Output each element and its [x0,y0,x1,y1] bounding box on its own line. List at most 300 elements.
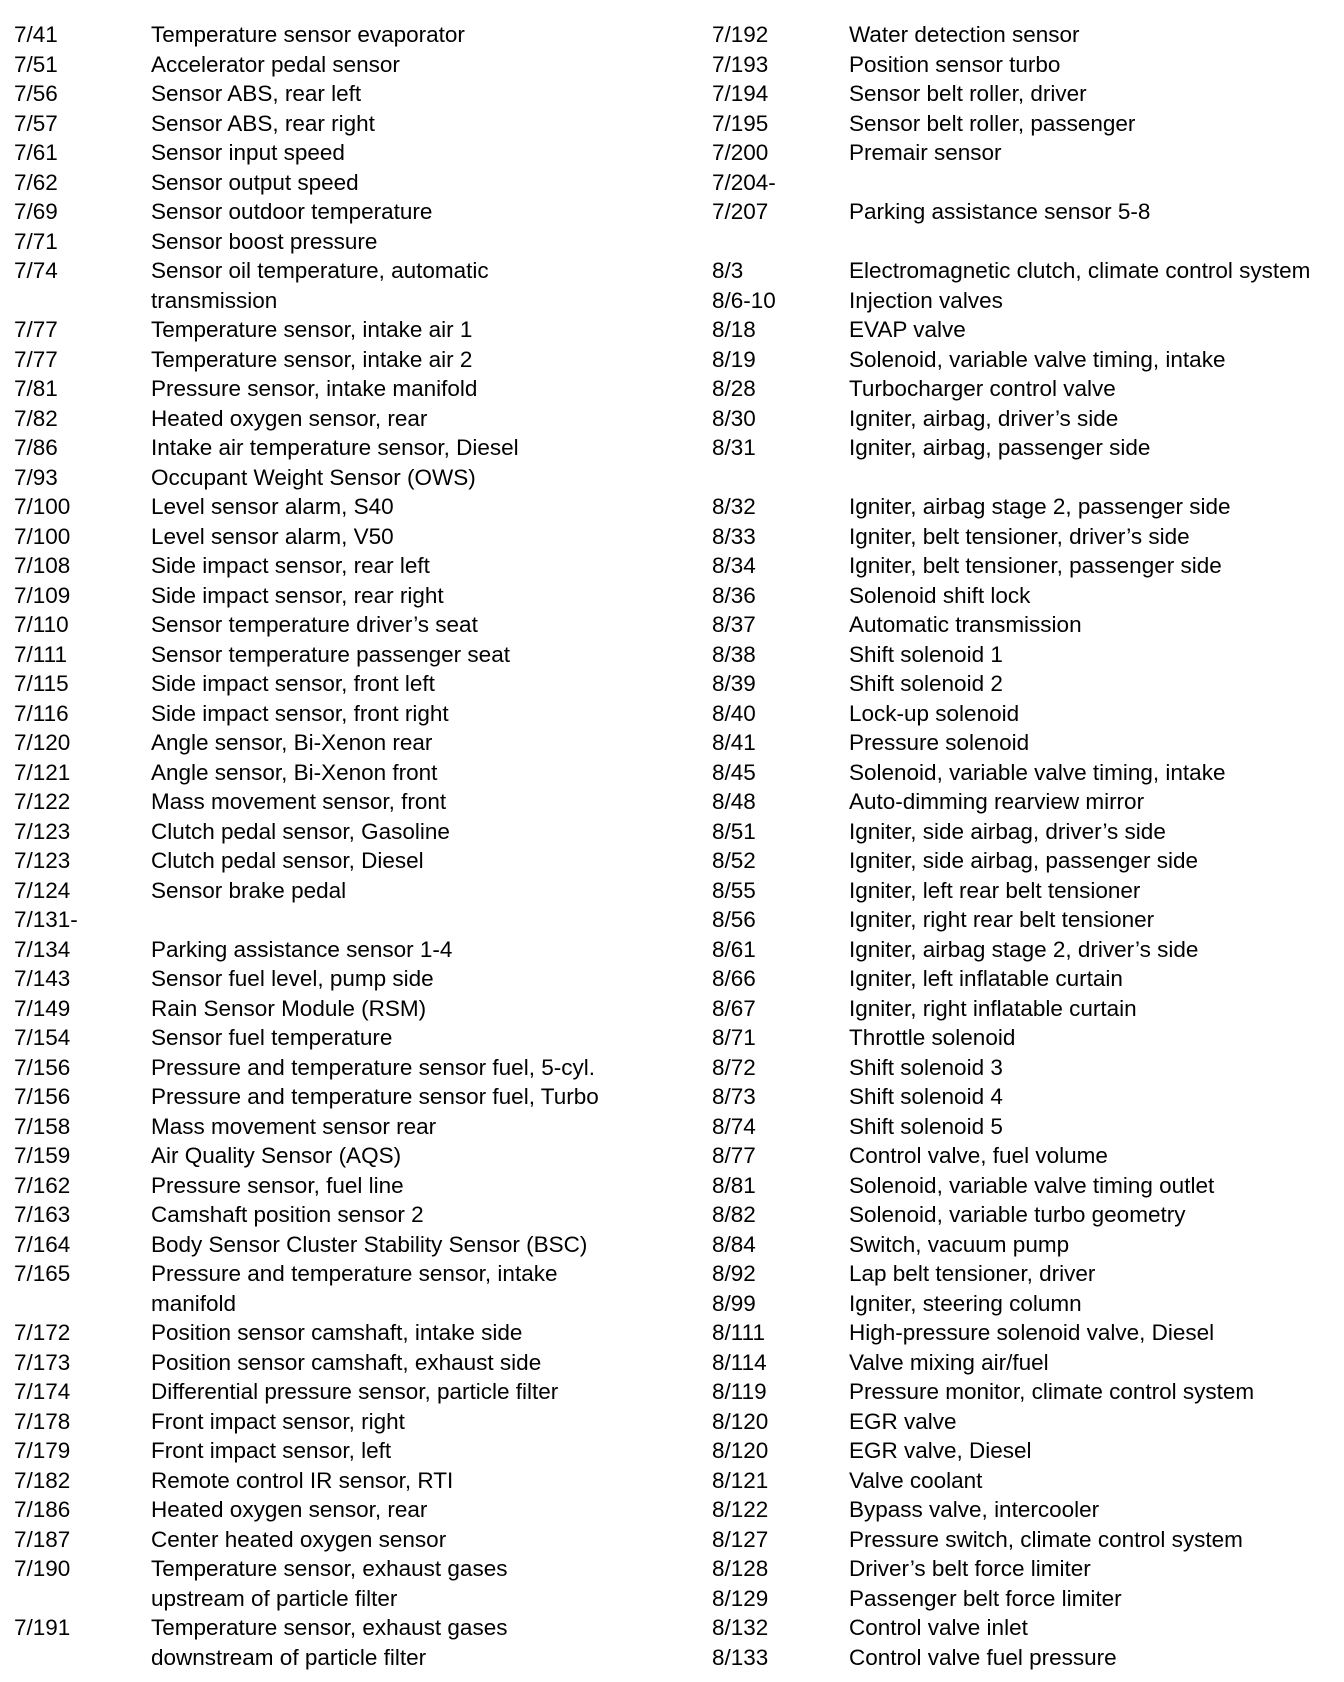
component-row [14,551,704,581]
component-description: Angle sensor, Bi-Xenon rear [151,730,433,755]
component-code: 8/41 [712,730,756,755]
component-code: 8/72 [712,1054,756,1080]
component-code: 8/99 [712,1290,756,1316]
component-code: 7/164 [14,1231,71,1257]
component-description: transmission [151,287,278,313]
component-row [712,463,1337,493]
component-row [712,20,1337,50]
component-code: 7/100 [14,523,71,549]
component-code: 7/156 [14,1054,71,1080]
component-description: Heated oxygen sensor, rear [151,1497,428,1522]
component-code [712,463,849,493]
component-description: High-pressure solenoid valve, Diesel [849,1320,1215,1345]
component-row [712,1259,1337,1289]
component-description: Solenoid, variable valve timing, intake [849,759,1226,785]
component-row [14,492,704,522]
component-description: Igniter, side airbag, passenger side [849,848,1198,873]
component-code: 8/38 [712,641,756,667]
component-description [849,227,1337,257]
component-code: 7/173 [14,1349,71,1375]
component-row [14,935,704,965]
component-row [712,1230,1337,1260]
component-description: Side impact sensor, front right [151,700,449,726]
component-description: Control valve fuel pressure [849,1644,1117,1670]
component-row [712,433,1337,463]
component-row [14,1171,704,1201]
component-code: 7/100 [14,494,71,519]
component-row [14,227,704,257]
component-row [14,1613,704,1643]
component-code: 7/186 [14,1497,71,1522]
component-row [712,1377,1337,1407]
component-code: 7/179 [14,1438,71,1463]
component-description: Pressure sensor, fuel line [151,1172,404,1198]
component-row [14,1318,704,1348]
component-code: 8/19 [712,346,756,372]
component-description: Automatic transmission [849,612,1082,637]
component-row [14,846,704,876]
component-row [712,1643,1337,1673]
component-description: Temperature sensor, exhaust gases [151,1615,508,1640]
component-code: 7/143 [14,966,71,991]
component-row [712,669,1337,699]
component-description: Solenoid, variable valve timing outlet [849,1172,1215,1198]
component-description: Solenoid, variable valve timing, intake [849,346,1226,372]
component-code: 7/165 [14,1261,71,1286]
component-description: Accelerator pedal sensor [151,51,400,77]
component-code: 7/191 [14,1615,71,1640]
component-code: 8/73 [712,1084,756,1109]
component-row [712,138,1337,168]
component-row [712,817,1337,847]
component-code: 8/114 [712,1349,767,1375]
component-row [14,610,704,640]
component-description: Clutch pedal sensor, Gasoline [151,818,450,844]
component-row [14,286,704,316]
component-code: 7/81 [14,376,58,401]
component-row [14,1348,704,1378]
component-row [712,1554,1337,1584]
component-description: Premair sensor [849,140,1002,165]
component-row [712,964,1337,994]
component-description: Igniter, left inflatable curtain [849,966,1123,991]
component-description: Passenger belt force limiter [849,1585,1122,1611]
component-row [14,1023,704,1053]
component-code: 8/31 [712,435,756,460]
component-code: 8/82 [712,1202,756,1227]
component-code: 7/131- [14,907,78,932]
component-description: Pressure switch, climate control system [849,1526,1243,1552]
component-code: 7/204- [712,169,776,195]
component-description: Temperature sensor, intake air 2 [151,346,473,372]
component-description: Differential pressure sensor, particle filter [151,1379,559,1404]
component-row [14,1141,704,1171]
component-code: 8/120 [712,1438,769,1463]
component-code: 7/56 [14,81,58,106]
component-row [712,1348,1337,1378]
component-description: Front impact sensor, left [151,1438,392,1463]
component-code: 8/3 [712,258,744,283]
component-description: Igniter, left rear belt tensioner [849,877,1141,903]
component-description: EVAP valve [849,317,966,342]
component-row [712,1318,1337,1348]
component-code: 8/52 [712,848,756,873]
component-row [712,1584,1337,1614]
component-description: Driver’s belt force limiter [849,1556,1091,1581]
component-row [712,256,1337,286]
component-row [14,197,704,227]
component-description: Sensor oil temperature, automatic [151,258,489,283]
component-description: Control valve, fuel volume [849,1143,1108,1168]
component-description: Igniter, airbag, driver’s side [849,405,1119,431]
component-row [14,522,704,552]
component-description: Parking assistance sensor 1-4 [151,936,453,962]
component-code: 8/66 [712,966,756,991]
component-code: 7/71 [14,228,58,254]
component-code [14,286,151,316]
component-description: Shift solenoid 2 [849,671,1003,696]
component-code: 7/162 [14,1172,71,1198]
component-code: 7/77 [14,346,58,372]
component-row [712,1436,1337,1466]
component-row [712,610,1337,640]
component-code: 7/61 [14,140,58,165]
component-description: Igniter, right inflatable curtain [849,995,1137,1021]
component-description: Sensor fuel temperature [151,1025,393,1050]
component-code: 7/116 [14,700,69,726]
component-row [712,227,1337,257]
component-row [14,905,704,935]
component-description: Pressure monitor, climate control system [849,1379,1255,1404]
component-description: Angle sensor, Bi-Xenon front [151,759,438,785]
component-code: 8/51 [712,818,756,844]
component-description: Sensor input speed [151,140,345,165]
component-code [14,1643,151,1673]
component-description: Injection valves [849,287,1003,313]
component-code: 7/82 [14,405,58,431]
component-row [14,964,704,994]
component-code: 7/163 [14,1202,71,1227]
component-code: 8/119 [712,1379,767,1404]
component-row [712,315,1337,345]
component-code: 7/159 [14,1143,71,1168]
component-description: Occupant Weight Sensor (OWS) [151,464,476,490]
component-description: Lap belt tensioner, driver [849,1261,1096,1286]
component-code: 8/71 [712,1025,756,1050]
component-description: Auto-dimming rearview mirror [849,789,1145,814]
component-description: Sensor output speed [151,169,359,195]
component-row [14,1200,704,1230]
component-description: manifold [151,1290,237,1316]
component-code: 7/123 [14,818,71,844]
component-row [14,404,704,434]
component-row [712,345,1337,375]
component-code: 7/108 [14,553,71,578]
component-row [712,1525,1337,1555]
component-code: 8/48 [712,789,756,814]
component-code [14,1584,151,1614]
component-code: 7/121 [14,759,71,785]
component-row [712,994,1337,1024]
component-row [712,1112,1337,1142]
component-row [14,1466,704,1496]
component-description: Igniter, belt tensioner, driver’s side [849,523,1190,549]
component-row [14,640,704,670]
component-row [712,1613,1337,1643]
component-description: Sensor boost pressure [151,228,378,254]
component-description: Shift solenoid 5 [849,1113,1003,1139]
component-code: 8/34 [712,553,756,578]
component-description: Front impact sensor, right [151,1408,405,1434]
component-row [14,581,704,611]
component-row [14,728,704,758]
component-row [712,876,1337,906]
component-description: Lock-up solenoid [849,700,1020,726]
component-description: Bypass valve, intercooler [849,1497,1100,1522]
component-code: 7/200 [712,140,769,165]
component-code: 8/92 [712,1261,756,1286]
component-row [14,1259,704,1289]
component-row [712,1141,1337,1171]
component-code: 8/32 [712,494,756,519]
component-code: 7/195 [712,110,769,136]
component-row [712,522,1337,552]
component-row [712,109,1337,139]
component-description: Shift solenoid 4 [849,1084,1003,1109]
component-row [712,286,1337,316]
component-row [712,935,1337,965]
component-code: 8/33 [712,523,756,549]
component-code: 7/109 [14,582,71,608]
component-row [14,669,704,699]
component-code: 8/28 [712,376,756,401]
component-row [14,817,704,847]
component-code: 7/111 [14,641,67,667]
component-row [14,79,704,109]
component-row [712,197,1337,227]
component-code: 7/115 [14,671,69,696]
component-row [712,1407,1337,1437]
component-row [712,846,1337,876]
component-code: 8/67 [712,995,756,1021]
component-row [14,699,704,729]
component-description: Sensor ABS, rear right [151,110,375,136]
component-description: upstream of particle filter [151,1585,398,1611]
component-code: 7/190 [14,1556,71,1581]
component-code: 8/61 [712,936,756,962]
component-code: 7/86 [14,435,58,460]
component-description: Position sensor turbo [849,51,1061,77]
component-row [712,728,1337,758]
component-row [712,1023,1337,1053]
component-row [712,905,1337,935]
component-description: Shift solenoid 1 [849,641,1003,667]
component-row [14,1112,704,1142]
component-description: Pressure and temperature sensor, intake [151,1261,558,1286]
component-description: downstream of particle filter [151,1644,427,1670]
component-code: 8/128 [712,1556,769,1581]
component-code: 7/93 [14,464,58,490]
component-row [14,787,704,817]
component-description: Throttle solenoid [849,1025,1016,1050]
component-row [14,345,704,375]
component-row [14,1053,704,1083]
component-description: Igniter, airbag stage 2, driver’s side [849,936,1199,962]
component-description: EGR valve, Diesel [849,1438,1032,1463]
component-row [14,1584,704,1614]
component-code: 7/178 [14,1408,71,1434]
component-row [712,374,1337,404]
component-row [14,20,704,50]
component-description: Igniter, belt tensioner, passenger side [849,553,1222,578]
component-description: Camshaft position sensor 2 [151,1202,424,1227]
component-description: Control valve inlet [849,1615,1028,1640]
component-row [712,492,1337,522]
component-code: 7/192 [712,22,769,47]
component-description: Temperature sensor, exhaust gases [151,1556,508,1581]
component-code: 8/77 [712,1143,756,1168]
component-code: 7/207 [712,199,769,224]
component-description: Heated oxygen sensor, rear [151,405,428,431]
component-description: Air Quality Sensor (AQS) [151,1143,402,1168]
component-description: Sensor outdoor temperature [151,199,433,224]
component-row [14,463,704,493]
component-description: Temperature sensor, intake air 1 [151,317,473,342]
component-code: 7/77 [14,317,58,342]
component-row [712,1495,1337,1525]
component-description: Body Sensor Cluster Stability Sensor (BSC) [151,1231,588,1257]
component-row [712,79,1337,109]
component-description: Side impact sensor, rear right [151,582,444,608]
component-description: Rain Sensor Module (RSM) [151,995,427,1021]
component-code: 7/123 [14,848,71,873]
component-code: 7/172 [14,1320,71,1345]
component-row [14,168,704,198]
component-row [14,1082,704,1112]
component-row [712,1053,1337,1083]
component-description: Igniter, steering column [849,1290,1082,1316]
component-description: Mass movement sensor rear [151,1113,437,1139]
component-code: 7/74 [14,258,58,283]
component-code: 8/30 [712,405,756,431]
component-description: Igniter, airbag, passenger side [849,435,1151,460]
component-description: Igniter, right rear belt tensioner [849,907,1155,932]
component-code: 7/149 [14,995,71,1021]
component-row [712,551,1337,581]
component-row [14,1230,704,1260]
component-code: 7/69 [14,199,58,224]
component-row [14,374,704,404]
component-row [14,994,704,1024]
component-code: 7/124 [14,877,71,903]
left-column [14,20,704,1672]
component-description: Remote control IR sensor, RTI [151,1467,454,1493]
component-description [849,168,1337,198]
component-code: 8/74 [712,1113,756,1139]
component-code: 8/129 [712,1585,769,1611]
component-description: Pressure solenoid [849,730,1030,755]
component-code: 7/193 [712,51,769,77]
component-code: 7/187 [14,1526,71,1552]
component-description: Sensor belt roller, passenger [849,110,1136,136]
component-code: 7/156 [14,1084,71,1109]
component-code: 8/55 [712,877,756,903]
component-description: Igniter, side airbag, driver’s side [849,818,1166,844]
component-code: 7/194 [712,81,769,106]
component-code: 7/182 [14,1467,71,1493]
component-description: Side impact sensor, front left [151,671,435,696]
component-code: 7/134 [14,936,71,962]
component-row [712,1466,1337,1496]
component-code: 8/37 [712,612,756,637]
component-row [14,1289,704,1319]
component-code: 7/110 [14,612,69,637]
component-row [14,1525,704,1555]
component-description: Center heated oxygen sensor [151,1526,447,1552]
component-description: Side impact sensor, rear left [151,553,430,578]
component-code: 8/36 [712,582,756,608]
component-description: Clutch pedal sensor, Diesel [151,848,424,873]
component-description: Level sensor alarm, V50 [151,523,394,549]
component-row [14,138,704,168]
component-description: Shift solenoid 3 [849,1054,1003,1080]
component-code: 7/41 [14,22,58,47]
component-description: Sensor temperature driver’s seat [151,612,478,637]
component-description: Sensor fuel level, pump side [151,966,434,991]
component-row [712,787,1337,817]
component-code: 8/127 [712,1526,769,1552]
component-code: 7/154 [14,1025,71,1050]
component-description: Switch, vacuum pump [849,1231,1070,1257]
component-row [712,1200,1337,1230]
component-row [712,1082,1337,1112]
component-description: Solenoid, variable turbo geometry [849,1202,1186,1227]
component-description: Turbocharger control valve [849,376,1116,401]
component-code: 8/111 [712,1320,765,1345]
component-code [712,227,849,257]
component-description: Sensor belt roller, driver [849,81,1087,106]
component-code: 7/122 [14,789,71,814]
right-column [712,20,1337,1672]
component-description: Water detection sensor [849,22,1080,47]
component-description: Valve mixing air/fuel [849,1349,1049,1375]
component-row [712,640,1337,670]
component-code: 7/174 [14,1379,71,1404]
component-description: Level sensor alarm, S40 [151,494,394,519]
component-code: 8/56 [712,907,756,932]
component-row [14,109,704,139]
component-row [712,699,1337,729]
component-description: Position sensor camshaft, intake side [151,1320,523,1345]
component-code: 7/51 [14,51,58,77]
component-code: 8/121 [712,1467,769,1493]
component-description: Sensor temperature passenger seat [151,641,510,667]
component-description: Parking assistance sensor 5-8 [849,199,1151,224]
component-description: Pressure and temperature sensor fuel, Turbo [151,1084,599,1109]
component-code: 8/39 [712,671,756,696]
component-row [14,256,704,286]
component-code: 7/158 [14,1113,71,1139]
component-row [712,1289,1337,1319]
component-description: EGR valve [849,1408,957,1434]
component-row [712,404,1337,434]
component-code: 8/40 [712,700,756,726]
component-description: Valve coolant [849,1467,983,1493]
component-row [14,876,704,906]
component-description [849,463,1337,493]
component-code: 8/6-10 [712,287,776,313]
component-row [14,1554,704,1584]
